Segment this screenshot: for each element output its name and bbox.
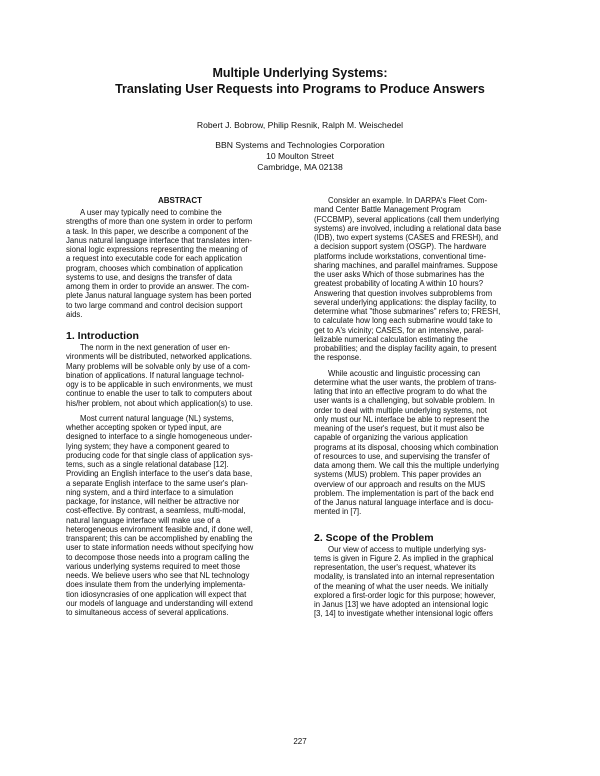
abstract-body — [66, 208, 294, 319]
text-line: of the Janus natural language interface and is docu- — [314, 498, 494, 507]
affiliation-line: 10 Moulton Street — [266, 151, 334, 161]
text-line: get to A's vicinity; CASES, for an intensive, paral- — [314, 325, 484, 335]
text-line: A user may typically need to combine the — [80, 208, 222, 217]
text-line: needs. We believe users who see that NL technology — [66, 571, 250, 580]
text-line: transparent; this can be accomplished by enabling the — [66, 534, 253, 543]
text-line: in Janus [13] we have adopted an intensional logic — [314, 600, 489, 609]
text-line: Answering that question involves subproblems from — [314, 288, 493, 298]
text-line: lating that into an effective program to do what the — [314, 387, 487, 396]
text-line: bination of applications. If natural language technol- — [66, 370, 245, 380]
example-paragraph — [314, 196, 542, 363]
text-line: programs at its disposal, choosing which combination — [314, 442, 499, 452]
text-line: tems is given in Figure 2. As implied in the graphical — [314, 553, 494, 563]
text-line: tems, such as a single relational database [12]. — [66, 460, 229, 469]
affiliation — [0, 140, 600, 173]
text-line: user to state information needs without specifying how — [66, 543, 254, 553]
text-line: mented in [7]. — [314, 507, 362, 517]
text-line: order to deal with multiple underlying systems, not — [314, 405, 487, 415]
text-line: several underlying applications: the display facility, to — [314, 297, 497, 307]
page-number: 227 — [293, 737, 307, 746]
text-line: lying system; they have a component geared to — [66, 441, 230, 451]
text-line: Janus natural language interface that translates inten- — [66, 235, 252, 245]
mus-paragraph — [314, 369, 542, 517]
text-line: strengths of more than one system in order to perform — [66, 217, 253, 227]
right-column — [314, 196, 542, 619]
text-line: a request into executable code for each application — [66, 254, 242, 264]
text-line: meaning of the user's request, but it must also be — [314, 424, 485, 433]
text-line: probabilities; and the display facility again, to present — [314, 344, 497, 353]
text-line: sharing machines, and parallel mainframes. Suppose — [314, 260, 498, 270]
text-line: continue to enable the user to talk to computers about — [66, 389, 252, 399]
text-line: Many problems will be solvable only by use of a com- — [66, 361, 251, 371]
text-line: to simultaneous access of several applications. — [66, 608, 229, 617]
text-line: aids. — [66, 309, 83, 319]
text-line: does insulate them from the underlying implementa- — [66, 580, 246, 590]
text-line: package, for instance, will neither be attractive nor — [66, 497, 240, 506]
text-line: the user asks Which of those submarines has the — [314, 270, 485, 279]
text-line: determine what "those submarines" refers to; FRESH, — [314, 307, 501, 316]
affiliation-line: Cambridge, MA 02138 — [257, 162, 343, 172]
text-line: overview of our approach and results on the MUS — [314, 479, 486, 489]
text-line: [3, 14] to investigate whether intensional logic offers — [314, 609, 493, 619]
text-line: a separate English interface to the same user's plan- — [66, 478, 248, 488]
text-line: only must our NL interface be able to represent the — [314, 414, 490, 424]
text-line: sional logic expressions representing the meaning of — [66, 245, 248, 254]
text-line: natural language interface will make use of a — [66, 515, 221, 525]
text-line: designed to interface to a single homogeneous under- — [66, 432, 253, 442]
text-line: program, chooses which combination of application — [66, 263, 243, 273]
text-line: Providing an English interface to the user's data base, — [66, 469, 253, 479]
text-line: (FCCBMP), several applications (call them underlying — [314, 214, 500, 224]
paper-title-line-1: Multiple Underlying Systems: — [212, 66, 388, 80]
text-line: systems (MUS) problem. This paper provides an — [314, 470, 482, 480]
intro-paragraph-2 — [66, 414, 294, 618]
text-line: his/her problem, not about which application(s) to use. — [66, 398, 253, 408]
text-line: to calculate how long each submarine would take to — [314, 316, 493, 326]
paper-title-line-2: Translating User Requests into Programs to Produce Answers — [115, 82, 485, 96]
text-line: data among them. We call this the multiple underlying — [314, 461, 499, 470]
text-line: Our view of access to multiple underlying sys- — [328, 544, 487, 554]
section-1-heading: 1. Introduction — [66, 330, 139, 342]
text-line: to decompose those needs into a program calling the — [66, 552, 250, 562]
text-line: vironments will be distributed, networked applications. — [66, 352, 252, 362]
text-line: among them in order to provide an answer. The com- — [66, 282, 250, 291]
text-line: lelizable numerical calculation estimating the — [314, 334, 468, 344]
text-line: greatest probability of locating A within 10 hours? — [314, 279, 484, 289]
text-line: problem. The implementation is part of the back end — [314, 488, 494, 498]
affiliation-line: BBN Systems and Technologies Corporation — [215, 140, 385, 150]
text-line: determine what the user wants, the problem of trans- — [314, 377, 497, 387]
text-line: our models of language and understanding will extend — [66, 598, 253, 608]
text-line: various underlying systems required to meet those — [66, 561, 241, 571]
text-line: a decision support system (OSGP). The hardware — [314, 242, 487, 252]
text-line: ning system, and a third interface to a simulation — [66, 487, 234, 497]
text-line: tion idiosyncrasies of one application will expect that — [66, 589, 247, 599]
text-line: modality, is translated into an internal representation — [314, 572, 495, 582]
left-column — [66, 196, 294, 617]
text-line: whether accepting spoken or typed input, are — [66, 423, 222, 432]
text-line: The norm in the next generation of user en- — [80, 343, 230, 352]
text-line: platforms include workstations, conventional time- — [314, 251, 487, 261]
text-line: Most current natural language (NL) systems, — [80, 413, 234, 423]
text-line: producing code for that single class of application sys- — [66, 450, 253, 460]
text-line: explored a first-order logic for this purpose; however, — [314, 590, 496, 600]
scope-paragraph — [314, 545, 542, 619]
text-line: heterogeneous environment feasible and, if done well, — [66, 524, 253, 534]
intro-paragraph-1 — [66, 343, 294, 408]
text-line: a task. In this paper, we describe a component of the — [66, 226, 249, 236]
text-line: ogy is to be applicable in such environments, we must — [66, 380, 253, 389]
abstract-heading: ABSTRACT — [158, 196, 202, 205]
text-line: user wants is a challenging, but solvable problem. In — [314, 396, 495, 406]
text-line: plete Janus natural language system has been ported — [66, 291, 252, 301]
text-line: of resources to use, and supervising the transfer of — [314, 451, 490, 461]
text-line: While acoustic and linguistic processing can — [328, 368, 481, 378]
text-line: capable of organizing the various application — [314, 433, 468, 443]
section-2-heading: 2. Scope of the Problem — [314, 531, 434, 544]
text-line: to two large command and control decision support — [66, 300, 243, 310]
text-line: cost-effective. By contrast, a seamless, multi-modal, — [66, 506, 246, 516]
text-line: (IDB), two expert systems (CASES and FRESH), and — [314, 233, 499, 242]
text-line: representation, the user's request, whatever its — [314, 563, 476, 572]
text-line: Consider an example. In DARPA's Fleet Com- — [328, 196, 488, 205]
text-line: mand Center Battle Management Program — [314, 205, 461, 215]
text-line: the response. — [314, 353, 362, 363]
text-line: of the meaning of what the user needs. We initially — [314, 581, 489, 591]
authors: Robert J. Bobrow, Philip Resnik, Ralph M. Weischedel — [196, 120, 404, 130]
text-line: systems) are involved, including a relational data base — [314, 223, 502, 233]
text-line: systems to use, and designs the transfer of data — [66, 272, 232, 282]
